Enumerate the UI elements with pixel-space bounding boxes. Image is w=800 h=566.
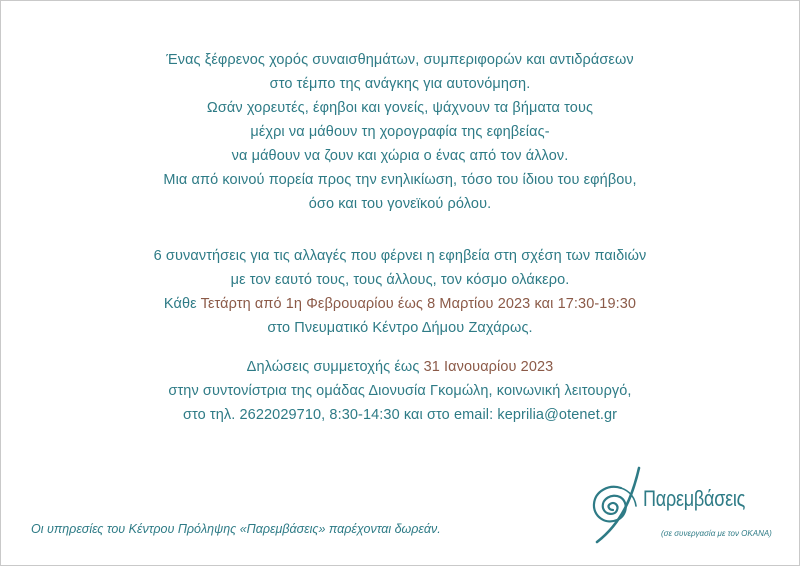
- intro-line: να μάθουν να ζουν και χώρια ο ένας από τον άλλον.: [231, 148, 569, 164]
- program-paragraph: [1, 244, 799, 340]
- intro-line: όσο και του γονεϊκού ρόλου.: [308, 196, 492, 212]
- intro-paragraph: [1, 48, 799, 216]
- intro-line: Ωσάν χορευτές, έφηβοι και γονείς, ψάχνουν τα βήματα τους: [206, 100, 594, 116]
- signup-paragraph: [1, 355, 799, 427]
- program-description: 6 συναντήσεις για τις αλλαγές που φέρνει η εφηβεία στη σχέση των παιδιών: [153, 248, 647, 264]
- intro-line: μέχρι να μάθουν τη χορογραφία της εφηβείας-: [250, 124, 550, 140]
- deadline-date: 31 Ιανουαρίου 2023: [423, 359, 554, 375]
- intro-line: Μια από κοινού πορεία προς την ενηλικίωση, τόσο του ίδιου του εφήβου,: [163, 172, 637, 188]
- intro-line: Ένας ξέφρενος χορός συναισθημάτων, συμπεριφορών και αντιδράσεων: [166, 52, 634, 68]
- logo-name: Παρεμβάσεις: [643, 486, 746, 511]
- deadline-prefix: Δηλώσεις συμμετοχής έως: [246, 359, 424, 375]
- signup-deadline: [1, 355, 799, 379]
- logo-subtitle: (σε συνεργασία με τον ΟΚΑΝΑ): [661, 529, 772, 538]
- logo: [583, 464, 783, 548]
- program-description: με τον εαυτό τους, τους άλλους, τον κόσμο ολάκερο.: [230, 272, 570, 288]
- schedule-prefix: Κάθε: [163, 296, 201, 312]
- contact-details: στο τηλ. 2622029710, 8:30-14:30 και στο email: keprilia@otenet.gr: [182, 407, 618, 423]
- program-schedule: [1, 292, 799, 316]
- free-services-note: Οι υπηρεσίες του Κέντρου Πρόληψης «Παρεμβάσεις» παρέχονται δωρεάν.: [31, 522, 441, 536]
- intro-line: στο τέμπο της ανάγκης για αυτονόμηση.: [269, 76, 531, 92]
- schedule-dates: Τετάρτη από 1η Φεβρουαρίου έως 8 Μαρτίου 2023 και 17:30-19:30: [200, 296, 637, 312]
- program-venue: στο Πνευματικό Κέντρο Δήμου Ζαχάρως.: [267, 320, 533, 336]
- contact-person: στην συντονίστρια της ομάδας Διονυσία Γκομώλη, κοινωνική λειτουργό,: [168, 383, 632, 399]
